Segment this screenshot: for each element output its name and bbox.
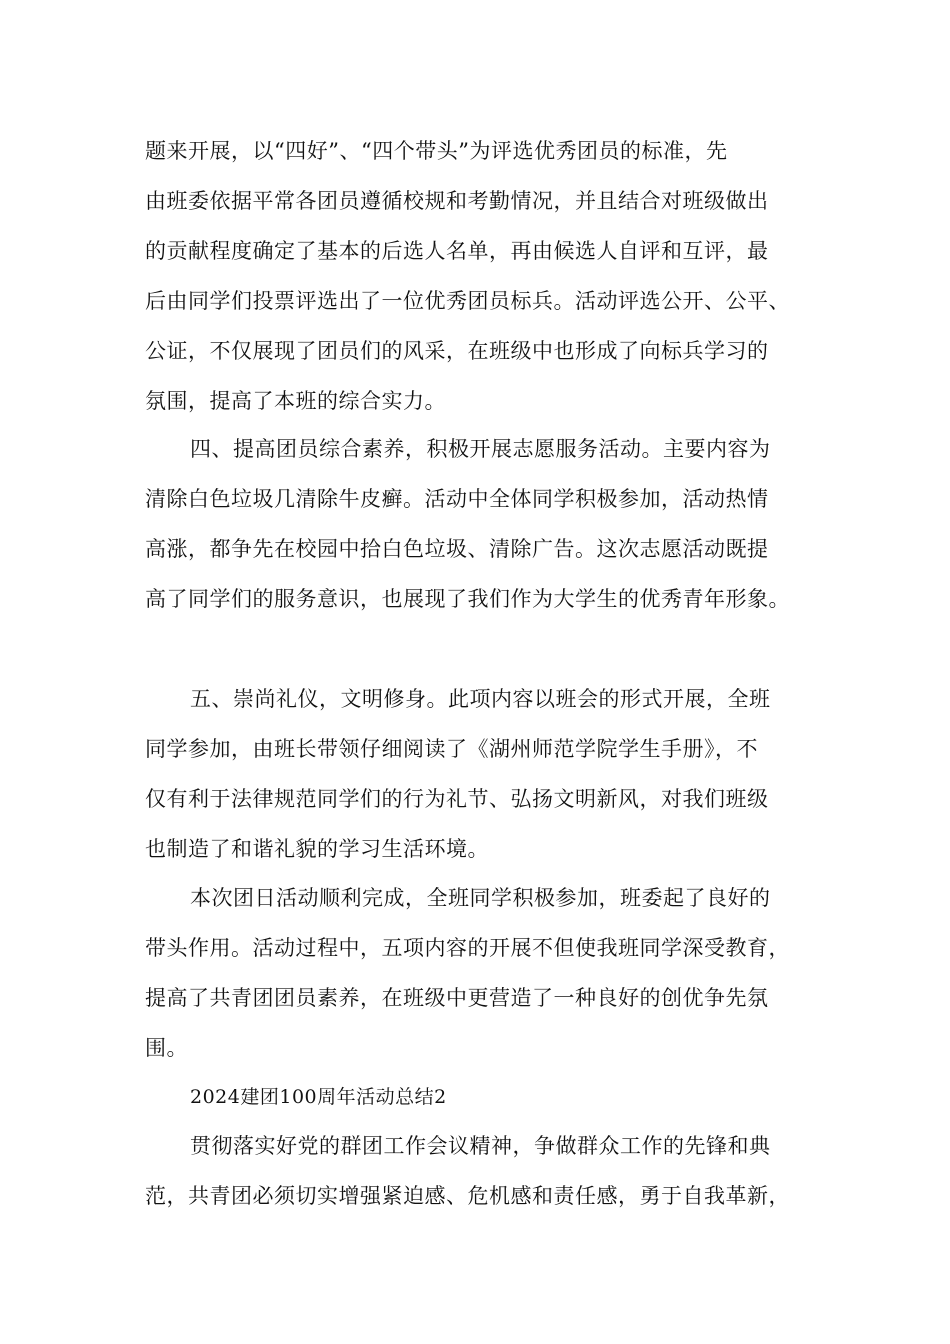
- paragraph-1-line-2: 由班委依据平常各团员遵循校规和考勤情况，并且结合对班级做出: [145, 189, 769, 213]
- paragraph-4-line-1: 本次团日活动顺利完成，全班同学积极参加，班委起了良好的: [190, 886, 771, 910]
- paragraph-4-line-2: 带头作用。活动过程中，五项内容的开展不但使我班同学深受教育，: [145, 936, 790, 960]
- paragraph-2-line-2: 清除白色垃圾几清除牛皮癣。活动中全体同学积极参加，活动热情: [145, 487, 769, 511]
- paragraph-1-line-4: 后由同学们投票评选出了一位优秀团员标兵。活动评选公开、公平、: [145, 289, 790, 313]
- paragraph-1-line-1: 题来开展，以“四好”、“四个带头”为评选优秀团员的标准，先: [145, 139, 728, 163]
- paragraph-2-line-3: 高涨，都争先在校园中拾白色垃圾、清除广告。这次志愿活动既提: [145, 537, 769, 561]
- paragraph-4-line-3: 提高了共青团团员素养，在班级中更营造了一种良好的创优争先氛: [145, 986, 769, 1010]
- paragraph-3-line-1: 五、崇尚礼仪，文明修身。此项内容以班会的形式开展，全班: [190, 687, 771, 711]
- paragraph-1-line-5: 公证，不仅展现了团员们的风采，在班级中也形成了向标兵学习的: [145, 339, 769, 363]
- paragraph-3-line-3: 仅有利于法律规范同学们的行为礼节、弘扬文明新风，对我们班级: [145, 787, 769, 811]
- paragraph-5-line-1: 贯彻落实好党的群团工作会议精神，争做群众工作的先锋和典: [190, 1134, 771, 1158]
- section-title: 2024建团100周年活动总结2: [190, 1086, 447, 1108]
- paragraph-3-line-4: 也制造了和谐礼貌的学习生活环境。: [145, 837, 489, 861]
- paragraph-5-line-2: 范，共青团必须切实增强紧迫感、危机感和责任感，勇于自我革新，: [145, 1184, 790, 1208]
- paragraph-1-line-6: 氛围，提高了本班的综合实力。: [145, 389, 446, 413]
- paragraph-2-line-1: 四、提高团员综合素养，积极开展志愿服务活动。主要内容为: [190, 437, 771, 461]
- paragraph-3-line-2: 同学参加，由班长带领仔细阅读了《湖州师范学院学生手册》，不: [145, 737, 758, 761]
- paragraph-2-line-4: 高了同学们的服务意识，也展现了我们作为大学生的优秀青年形象。: [145, 587, 790, 611]
- paragraph-4-line-4: 围。: [145, 1036, 188, 1060]
- paragraph-1-line-3: 的贡献程度确定了基本的后选人名单，再由候选人自评和互评，最: [145, 239, 769, 263]
